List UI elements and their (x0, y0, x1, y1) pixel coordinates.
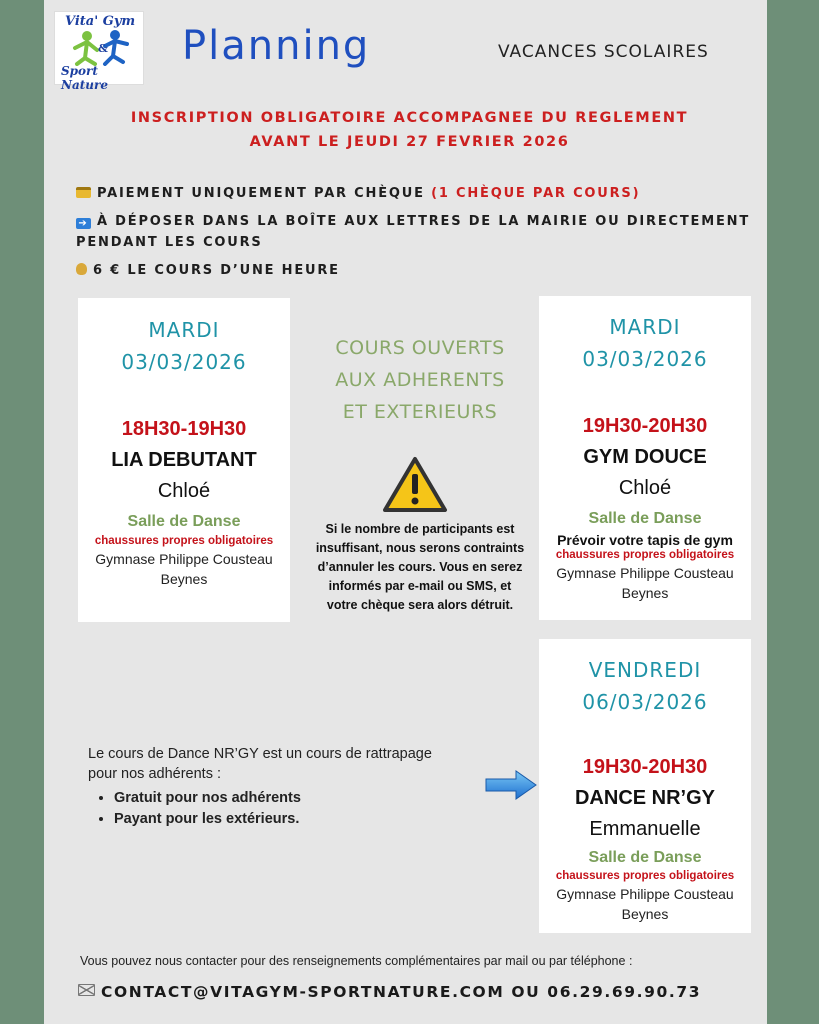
card-city: Beynes (160, 571, 208, 587)
payment-text: PAIEMENT UNIQUEMENT PAR CHÈQUE (97, 186, 425, 201)
list-item: • Payant pour les extérieurs. (114, 809, 488, 829)
athletes-icon (67, 28, 133, 66)
card-shoes: chaussures propres obligatoires (555, 870, 735, 882)
open-line1: COURS OUVERTS (335, 337, 505, 359)
deposit-line2: PENDANT LES COURS (76, 235, 263, 250)
page-title: Planning (182, 23, 371, 69)
inscription-line1: INSCRIPTION OBLIGATOIRE ACCOMPAGNEE DU REGLEMENT (130, 110, 689, 126)
warning-line2: insuffisant, nous serons contraints (315, 541, 525, 555)
warning-text (300, 520, 540, 615)
envelope-icon (78, 984, 95, 996)
card-gym: Gymnase Philippe Cousteau (556, 565, 734, 581)
card-room: Salle de Danse (588, 849, 702, 866)
warning-line4: informés par e-mail ou SMS, et (328, 579, 512, 593)
logo-line2: Sport Nature (61, 64, 108, 92)
open-courses-heading (300, 332, 540, 428)
course-card-1 (78, 298, 290, 622)
right-arrow-icon (484, 768, 538, 802)
warning-icon (382, 456, 448, 514)
open-line3: ET EXTERIEURS (342, 401, 498, 423)
card-coach: Emmanuelle (589, 818, 701, 840)
rattrapage-line1: Le cours de Dance NR’GY est un cours de rattrapage (88, 746, 432, 762)
contact-line (78, 983, 701, 1001)
card-coach: Chloé (618, 477, 672, 499)
page-subtitle: VACANCES SCOLAIRES (498, 42, 709, 62)
card-room: Salle de Danse (588, 510, 702, 527)
money-bag-icon (76, 263, 87, 275)
payment-info (76, 183, 640, 204)
price-text: 6 € LE COURS D’UNE HEURE (93, 263, 340, 278)
contact-intro: Vous pouvez nous contacter pour des renseignements complémentaires par mail ou par téléphone : (80, 954, 633, 968)
card-city: Beynes (621, 906, 669, 922)
card-course: GYM DOUCE (583, 446, 707, 468)
card-date: 03/03/2026 (121, 350, 247, 374)
inscription-line2: AVANT LE JEUDI 27 FEVRIER 2026 (249, 134, 570, 150)
card-note: Prévoir votre tapis de gym (557, 532, 733, 548)
card-city: Beynes (621, 585, 669, 601)
card-day: MARDI (148, 318, 220, 342)
card-shoes: chaussures propres obligatoires (555, 549, 735, 561)
club-logo (54, 11, 144, 92)
card-day: MARDI (609, 315, 681, 339)
rattrapage-line2: pour nos adhérents : (88, 766, 222, 782)
card-coach: Chloé (157, 480, 211, 502)
card-course: LIA DEBUTANT (111, 449, 257, 471)
warning-line5: votre chèque sera alors détruit. (326, 598, 514, 612)
card-time: 18H30-19H30 (121, 418, 247, 440)
contact-text[interactable]: CONTACT@VITAGYM-SPORTNATURE.COM OU 06.29.69.90.73 (101, 983, 702, 1001)
card-time: 19H30-20H30 (582, 756, 708, 778)
credit-card-icon (76, 187, 91, 198)
right-arrow-icon: ➔ (76, 218, 91, 229)
deposit-line1: À DÉPOSER DANS LA BOÎTE AUX LETTRES DE LA MAIRIE OU DIRECTEMENT (97, 214, 750, 229)
rattrapage-info (88, 744, 488, 830)
card-date: 06/03/2026 (582, 690, 708, 714)
card-gym: Gymnase Philippe Cousteau (556, 886, 734, 902)
warning-line3: d’annuler les cours. Vous en serez (317, 560, 523, 574)
logo-ampersand: & (98, 42, 108, 55)
card-gym: Gymnase Philippe Cousteau (95, 551, 273, 567)
card-room: Salle de Danse (127, 513, 241, 530)
course-card-3 (539, 639, 751, 933)
card-time: 19H30-20H30 (582, 415, 708, 437)
price-info (76, 260, 340, 281)
course-card-2 (539, 296, 751, 620)
list-item: • Gratuit pour nos adhérents (114, 788, 488, 808)
rattrapage-list (88, 788, 488, 829)
deposit-info (76, 211, 756, 253)
open-line2: AUX ADHERENTS (335, 369, 505, 391)
card-course: DANCE NR’GY (574, 787, 715, 809)
logo-line1: Vita' Gym (65, 14, 136, 29)
card-day: VENDREDI (588, 658, 702, 682)
warning-line1: Si le nombre de participants est (325, 522, 515, 536)
card-shoes: chaussures propres obligatoires (94, 535, 274, 547)
payment-note: (1 CHÈQUE PAR COURS) (431, 186, 641, 201)
card-date: 03/03/2026 (582, 347, 708, 371)
